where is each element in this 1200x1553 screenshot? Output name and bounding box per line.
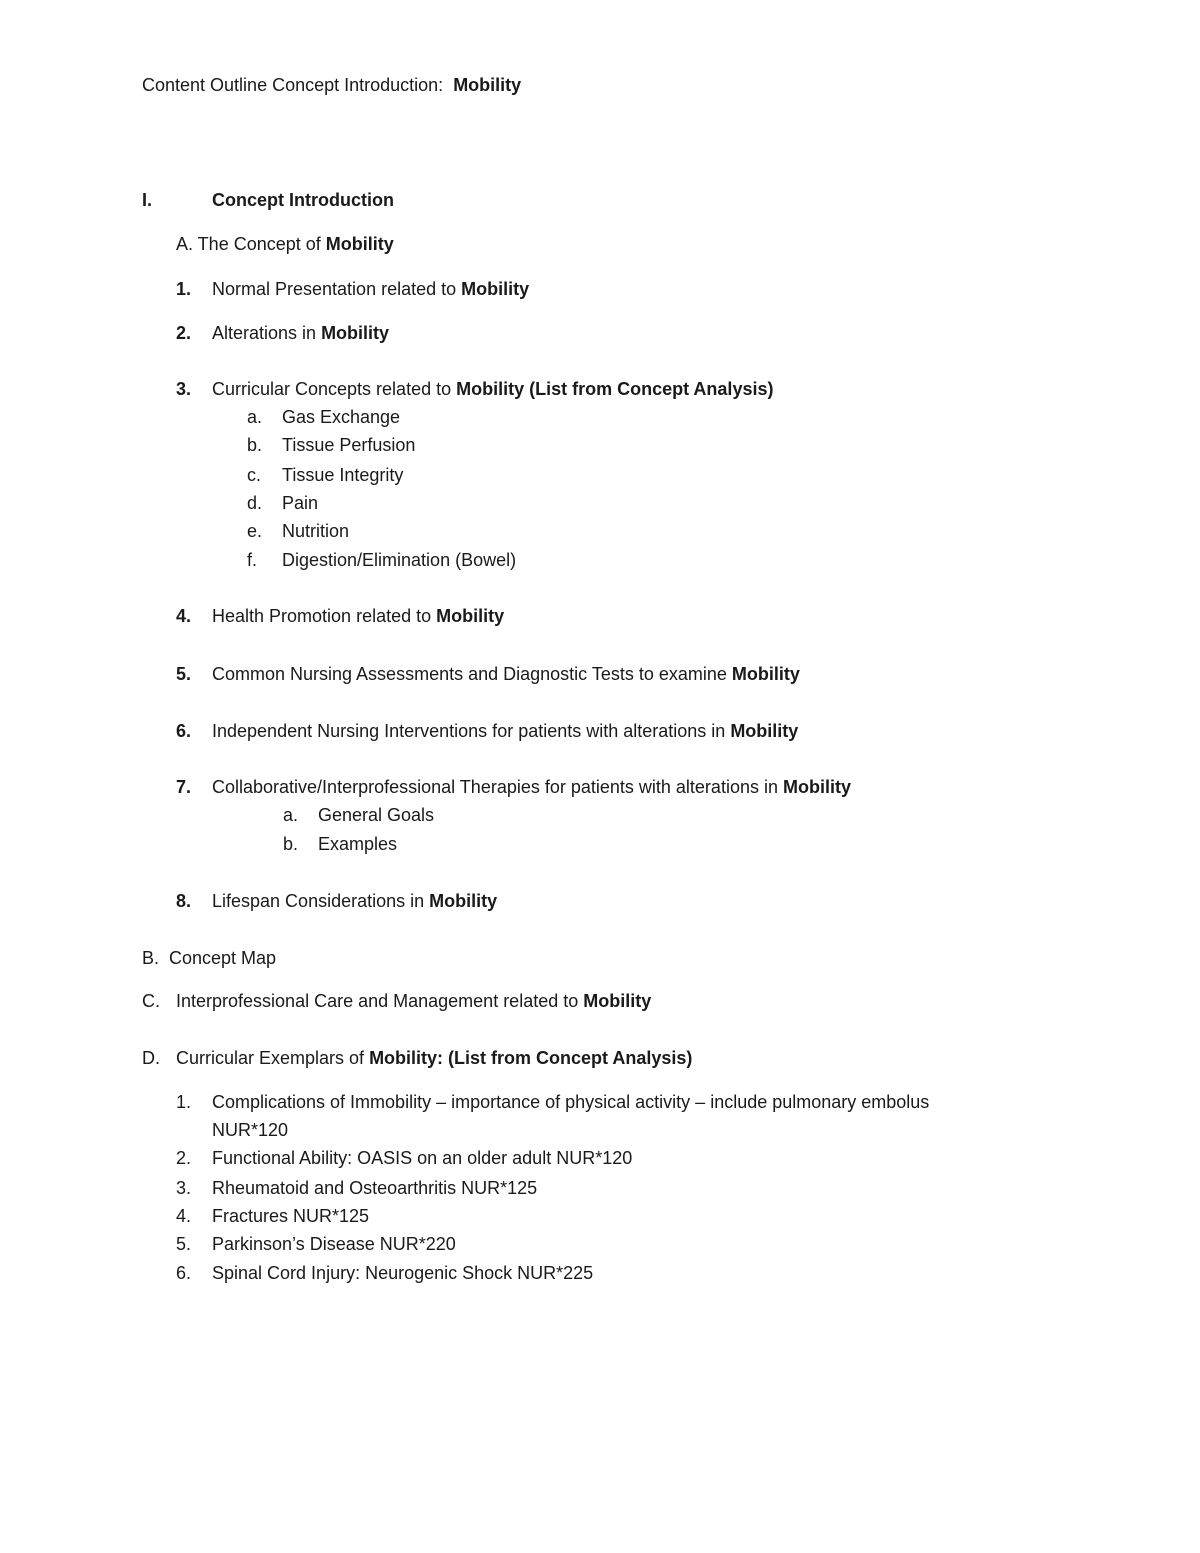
exemplar-text: Complications of Immobility – importance of physical activity – include pulmonary embolus (212, 1092, 930, 1112)
subsection-b-marker: B. (142, 948, 160, 968)
sub-item-marker: a. (283, 805, 299, 825)
sub-item-marker: e. (247, 521, 263, 541)
item-bold: Mobility (436, 606, 505, 626)
subsection-d-marker: D. (142, 1048, 160, 1068)
item-text: Curricular Concepts related to (212, 379, 457, 399)
item-marker: 1. (176, 279, 192, 299)
sub-item-marker: d. (247, 493, 263, 513)
item-text: Alterations in (212, 323, 322, 343)
item-bold: Mobility (321, 323, 390, 343)
item-marker: 8. (176, 891, 192, 911)
item-text: Normal Presentation related to (212, 279, 462, 299)
exemplar-text: Functional Ability: OASIS on an older adult NUR*120 (212, 1148, 633, 1168)
exemplar-marker: 3. (176, 1178, 192, 1198)
item-bold: Mobility (730, 721, 799, 741)
subsection-d-text: Curricular Exemplars of (176, 1048, 370, 1068)
subsection-b-text: Concept Map (169, 948, 277, 968)
exemplar-marker: 5. (176, 1234, 192, 1254)
sub-item-marker: f. (247, 550, 258, 570)
subsection-c-marker: C. (142, 991, 160, 1011)
item-bold: Mobility (731, 664, 800, 684)
item-text: Lifespan Considerations in (212, 891, 430, 911)
document-header (142, 74, 521, 96)
item-bold: Mobility (461, 279, 530, 299)
subsection-a (176, 233, 394, 255)
item-bold: Mobility (429, 891, 498, 911)
exemplar-text: Spinal Cord Injury: Neurogenic Shock NUR*225 (212, 1263, 594, 1283)
exemplar-marker: 2. (176, 1148, 192, 1168)
sub-item-text: Tissue Integrity (282, 465, 404, 485)
sub-item-marker: b. (247, 435, 263, 455)
exemplar-marker: 6. (176, 1263, 192, 1283)
sub-item-text: Nutrition (282, 521, 350, 541)
exemplar-text: Rheumatoid and Osteoarthritis NUR*125 (212, 1178, 538, 1198)
sub-item-marker: c. (247, 465, 262, 485)
sub-item-marker: a. (247, 407, 263, 427)
exemplar-text: Parkinson’s Disease NUR*220 (212, 1234, 456, 1254)
item-marker: 7. (176, 777, 192, 797)
header-concept: Mobility (453, 75, 522, 95)
sub-item-text: Pain (282, 493, 319, 513)
item-bold: Mobility (List from Concept Analysis) (456, 379, 774, 399)
sub-item-text: Gas Exchange (282, 407, 401, 427)
section-i-title: Concept Introduction (212, 190, 394, 210)
subsection-c-bold: Mobility (583, 991, 652, 1011)
item-marker: 2. (176, 323, 192, 343)
item-marker: 3. (176, 379, 192, 399)
exemplar-marker: 4. (176, 1206, 192, 1226)
sub-item-marker: b. (283, 834, 299, 854)
subsection-a-concept: Mobility (325, 234, 394, 254)
header-prefix: Content Outline Concept Introduction: (142, 75, 454, 95)
item-text: Common Nursing Assessments and Diagnostic Tests to examine (212, 664, 732, 684)
sub-item-text: Tissue Perfusion (282, 435, 416, 455)
sub-item-text: Examples (318, 834, 398, 854)
sub-item-text: Digestion/Elimination (Bowel) (282, 550, 517, 570)
item-bold: Mobility (782, 777, 851, 797)
exemplar-marker: 1. (176, 1092, 192, 1112)
exemplar-continuation (212, 1119, 288, 1141)
section-i-marker: I. (142, 190, 153, 210)
item-marker: 6. (176, 721, 192, 741)
item-text: Health Promotion related to (212, 606, 437, 626)
item-marker: 4. (176, 606, 192, 626)
exemplar-text: Fractures NUR*125 (212, 1206, 370, 1226)
item-marker: 5. (176, 664, 192, 684)
item-text: Collaborative/Interprofessional Therapies for patients with alterations in (212, 777, 783, 797)
sub-item-text: General Goals (318, 805, 435, 825)
subsection-a-prefix: A. The Concept of (176, 234, 326, 254)
item-text: Independent Nursing Interventions for patients with alterations in (212, 721, 731, 741)
exemplar-text-line2: NUR*120 (212, 1120, 289, 1140)
subsection-c-text: Interprofessional Care and Management related to (176, 991, 584, 1011)
subsection-d-bold: Mobility: (List from Concept Analysis) (369, 1048, 693, 1068)
